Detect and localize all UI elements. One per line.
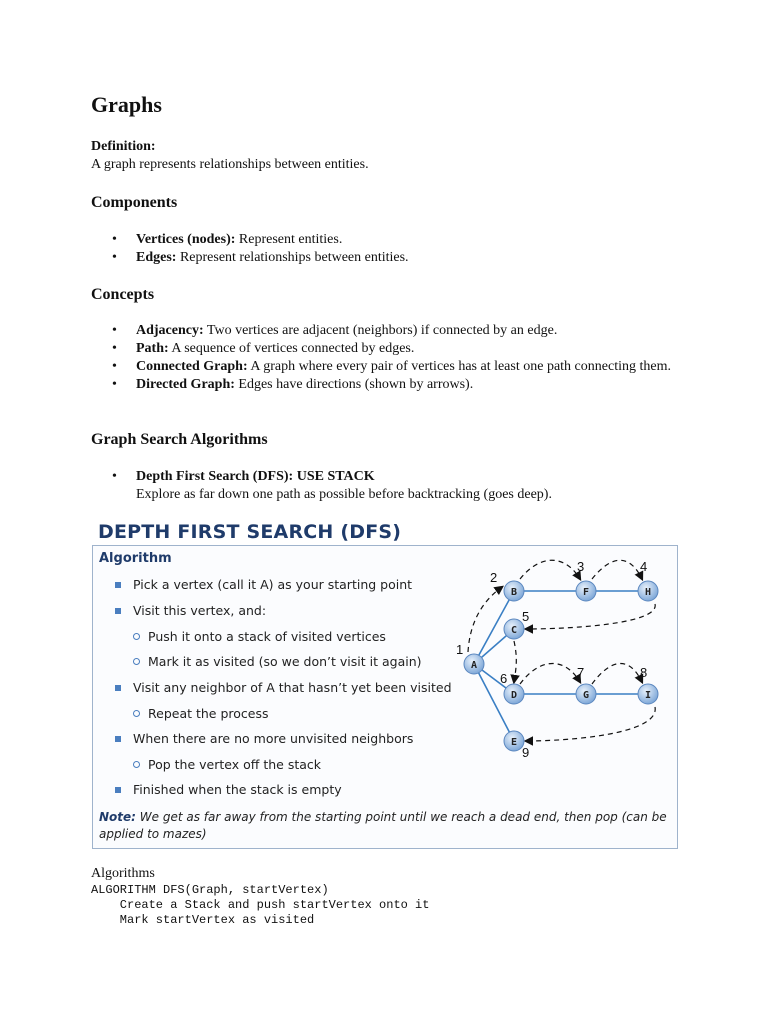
term-description: Represent entities. xyxy=(235,232,343,247)
order-7: 7 xyxy=(577,665,585,680)
order-3: 3 xyxy=(577,559,585,574)
order-1: 1 xyxy=(456,642,464,657)
note-text: We get as far away from the starting point until we reach a dead end, then pop (can be applied to mazes) xyxy=(99,810,667,841)
term-description: Represent relationships between entities. xyxy=(176,250,409,265)
substep-1 xyxy=(148,629,386,644)
term: Path: xyxy=(136,341,169,356)
search-list xyxy=(91,468,691,504)
order-2: 2 xyxy=(490,570,498,585)
code-line: Create a Stack and push startVertex onto it xyxy=(91,898,430,912)
dfs-slide-image xyxy=(90,517,680,852)
list-item xyxy=(91,376,691,394)
node-label-f: F xyxy=(582,587,590,598)
list-item xyxy=(91,231,691,249)
definition-label: Definition: xyxy=(91,139,156,154)
graph-edges xyxy=(474,591,648,741)
step-5 xyxy=(133,782,342,797)
step-1 xyxy=(133,577,412,592)
term: Connected Graph: xyxy=(136,359,248,374)
step-text: Finished when the stack is empty xyxy=(133,782,342,797)
term: Edges: xyxy=(136,250,177,265)
square-bullet-icon xyxy=(115,736,121,742)
term-description: Two vertices are adjacent (neighbors) if connected by an edge. xyxy=(203,323,558,338)
components-heading: Components xyxy=(91,194,178,211)
step-text: Pick a vertex (call it A) as your starting point xyxy=(133,577,413,592)
step-text: Push it onto a stack of visited vertices xyxy=(148,629,386,644)
circle-bullet-icon xyxy=(133,658,140,665)
node-label-i: I xyxy=(644,690,652,701)
algorithms-label: Algorithms xyxy=(91,866,155,881)
substep-2 xyxy=(148,654,422,669)
concepts-heading: Concepts xyxy=(91,286,155,303)
slide-title: DEPTH FIRST SEARCH (DFS) xyxy=(98,521,402,543)
step-text: Pop the vertex off the stack xyxy=(148,757,322,772)
node-label-g: G xyxy=(582,690,590,701)
circle-bullet-icon xyxy=(133,633,140,640)
step-text: Mark it as visited (so we don’t visit it again) xyxy=(148,654,422,669)
traversal-arrows xyxy=(468,560,655,741)
code-line: ALGORITHM DFS(Graph, startVertex) xyxy=(91,883,329,897)
order-numbers xyxy=(456,559,647,759)
substep-4 xyxy=(148,757,321,772)
term-description: A sequence of vertices connected by edges. xyxy=(168,341,415,356)
note-label: Note: xyxy=(99,810,136,824)
search-heading: Graph Search Algorithms xyxy=(91,431,268,448)
circle-bullet-icon xyxy=(133,761,140,768)
node-label-h: H xyxy=(644,587,652,598)
step-text: Visit any neighbor of A that hasn’t yet been visited xyxy=(133,680,452,695)
slide-note xyxy=(99,809,669,843)
pseudocode-block xyxy=(91,883,429,928)
node-label-c: C xyxy=(510,625,518,636)
node-label-d: D xyxy=(510,690,518,701)
step-4 xyxy=(133,731,413,746)
definition-text: A graph represents relationships between entities. xyxy=(91,157,369,172)
node-label-a: A xyxy=(470,660,478,671)
order-8: 8 xyxy=(640,665,648,680)
node-label-b: B xyxy=(510,587,518,598)
step-2 xyxy=(133,603,266,618)
square-bullet-icon xyxy=(115,582,121,588)
concepts-list xyxy=(91,322,691,394)
step-text: Repeat the process xyxy=(148,706,269,721)
term: Adjacency: xyxy=(136,323,204,338)
substep-3 xyxy=(148,706,269,721)
list-item xyxy=(91,249,691,267)
square-bullet-icon xyxy=(115,685,121,691)
order-6: 6 xyxy=(500,671,508,686)
term-description: Explore as far down one path as possible before backtracking (goes deep). xyxy=(136,487,552,502)
list-item xyxy=(91,468,691,504)
square-bullet-icon xyxy=(115,787,121,793)
list-item xyxy=(91,358,691,376)
node-label-e: E xyxy=(510,737,518,748)
step-text: When there are no more unvisited neighbors xyxy=(133,731,414,746)
term: Vertices (nodes): xyxy=(136,232,236,247)
circle-bullet-icon xyxy=(133,710,140,717)
dfs-graph-diagram xyxy=(450,549,670,759)
term: Directed Graph: xyxy=(136,377,235,392)
node-labels xyxy=(471,587,651,748)
list-item xyxy=(91,340,691,358)
algorithm-heading: Algorithm xyxy=(99,551,172,566)
square-bullet-icon xyxy=(115,608,121,614)
order-5: 5 xyxy=(522,609,530,624)
step-text: Visit this vertex, and: xyxy=(133,603,267,618)
code-line: Mark startVertex as visited xyxy=(91,913,315,927)
order-4: 4 xyxy=(640,559,648,574)
list-item xyxy=(91,322,691,340)
page-title: Graphs xyxy=(91,92,162,117)
term-description: A graph where every pair of vertices has at least one path connecting them. xyxy=(247,359,671,374)
order-9: 9 xyxy=(522,745,530,759)
term: Depth First Search (DFS): USE STACK xyxy=(136,469,375,484)
term-description: Edges have directions (shown by arrows). xyxy=(234,377,474,392)
step-3 xyxy=(133,680,452,695)
components-list xyxy=(91,231,691,267)
